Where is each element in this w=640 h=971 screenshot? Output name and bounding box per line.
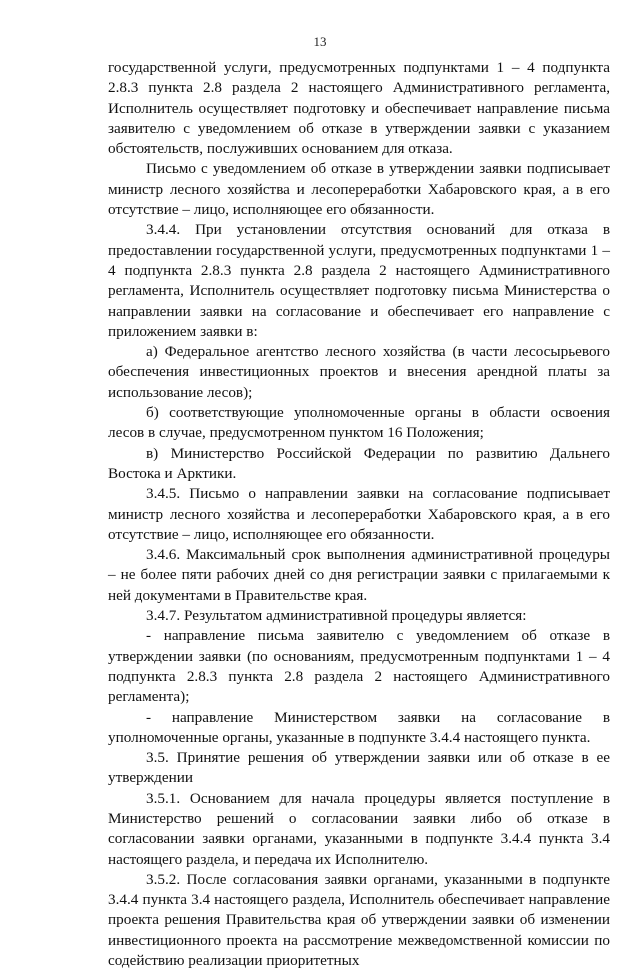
section-heading-3-5: 3.5. Принятие решения об утверждении заявки или об отказе в ее утверждении (108, 749, 610, 787)
paragraph-signature-refusal: Письмо с уведомлением об отказе в утверждении заявки подписывает министр лесного хозяйства и лесопереработки Хабаровского края, а в его отсутствие – лицо, исполняющее его обязанности. (108, 160, 610, 219)
list-item-b: б) соответствующие уполномоченные органы в области освоения лесов в случае, предусмотренном пунктом 16 Положения; (108, 404, 610, 442)
paragraph-3-5-1: 3.5.1. Основанием для начала процедуры является поступление в Министерство решений о согласовании заявки либо об отказе в согласовании заявки органами, указанными в подпункте 3.4.4 пункта 3.4 настоящего раздела, и передача их Исполнителю. (108, 789, 610, 868)
list-item-v: в) Министерство Российской Федерации по развитию Дальнего Востока и Арктики. (108, 444, 610, 482)
document-body (108, 58, 610, 971)
list-item-a: а) Федеральное агентство лесного хозяйства (в части лесосырьевого обеспечения инвестиционных проектов и внесения арендной платы за использование лесов); (108, 343, 610, 401)
result-item-refusal-letter: - направление письма заявителю с уведомлением об отказе в утверждении заявки (по основаниям, предусмотренным подпунктами 1 – 4 подпункта 2.8.3 пункта 2.8 раздела 2 настоящего Административного регламента); (108, 627, 610, 706)
paragraph-3-4-4: 3.4.4. При установлении отсутствия оснований для отказа в предоставлении государственной услуги, предусмотренных подпунктами 1 – 4 подпункта 2.8.3 пункта 2.8 раздела 2 настоящего Административного регламента, Исполнитель осуществляет подготовку письма Министерства о направлении заявки на согласование и обеспечивает его направление с приложением заявки в: (108, 221, 610, 340)
paragraph-3-4-7: 3.4.7. Результатом административной процедуры является: (146, 607, 527, 625)
paragraph-3-4-6: 3.4.6. Максимальный срок выполнения административной процедуры – не более пяти рабочих дней со дня регистрации заявки с прилагаемыми к ней документами в Правительстве края. (108, 546, 610, 604)
result-item-approval-request: - направление Министерством заявки на согласование в уполномоченные органы, указанные в подпункте 3.4.4 настоящего пункта. (108, 708, 610, 746)
paragraph-3-4-5: 3.4.5. Письмо о направлении заявки на согласование подписывает министр лесного хозяйства и лесопереработки Хабаровского края, а в его отсутствие – лицо, исполняющее его обязанности. (108, 485, 610, 543)
paragraph-continuation: государственной услуги, предусмотренных подпунктами 1 – 4 подпункта 2.8.3 пункта 2.8 раздела 2 настоящего Административного регламента, Исполнитель осуществляет подготовку и обеспечивает направление письма заявителю с уведомлением об отказе в утверждении заявки с указанием обстоятельств, послуживших основанием для отказа. (108, 59, 610, 158)
paragraph-3-5-2: 3.5.2. После согласования заявки органами, указанными в подпункте 3.4.4 пункта 3.4 настоящего раздела, Исполнитель обеспечивает направление проекта решения Правительства края об утверждении заявки об изменении инвестиционного проекта на рассмотрение межведомственной комиссии по содействию реализации приоритетных (108, 870, 610, 970)
page-number: 13 (313, 34, 327, 49)
